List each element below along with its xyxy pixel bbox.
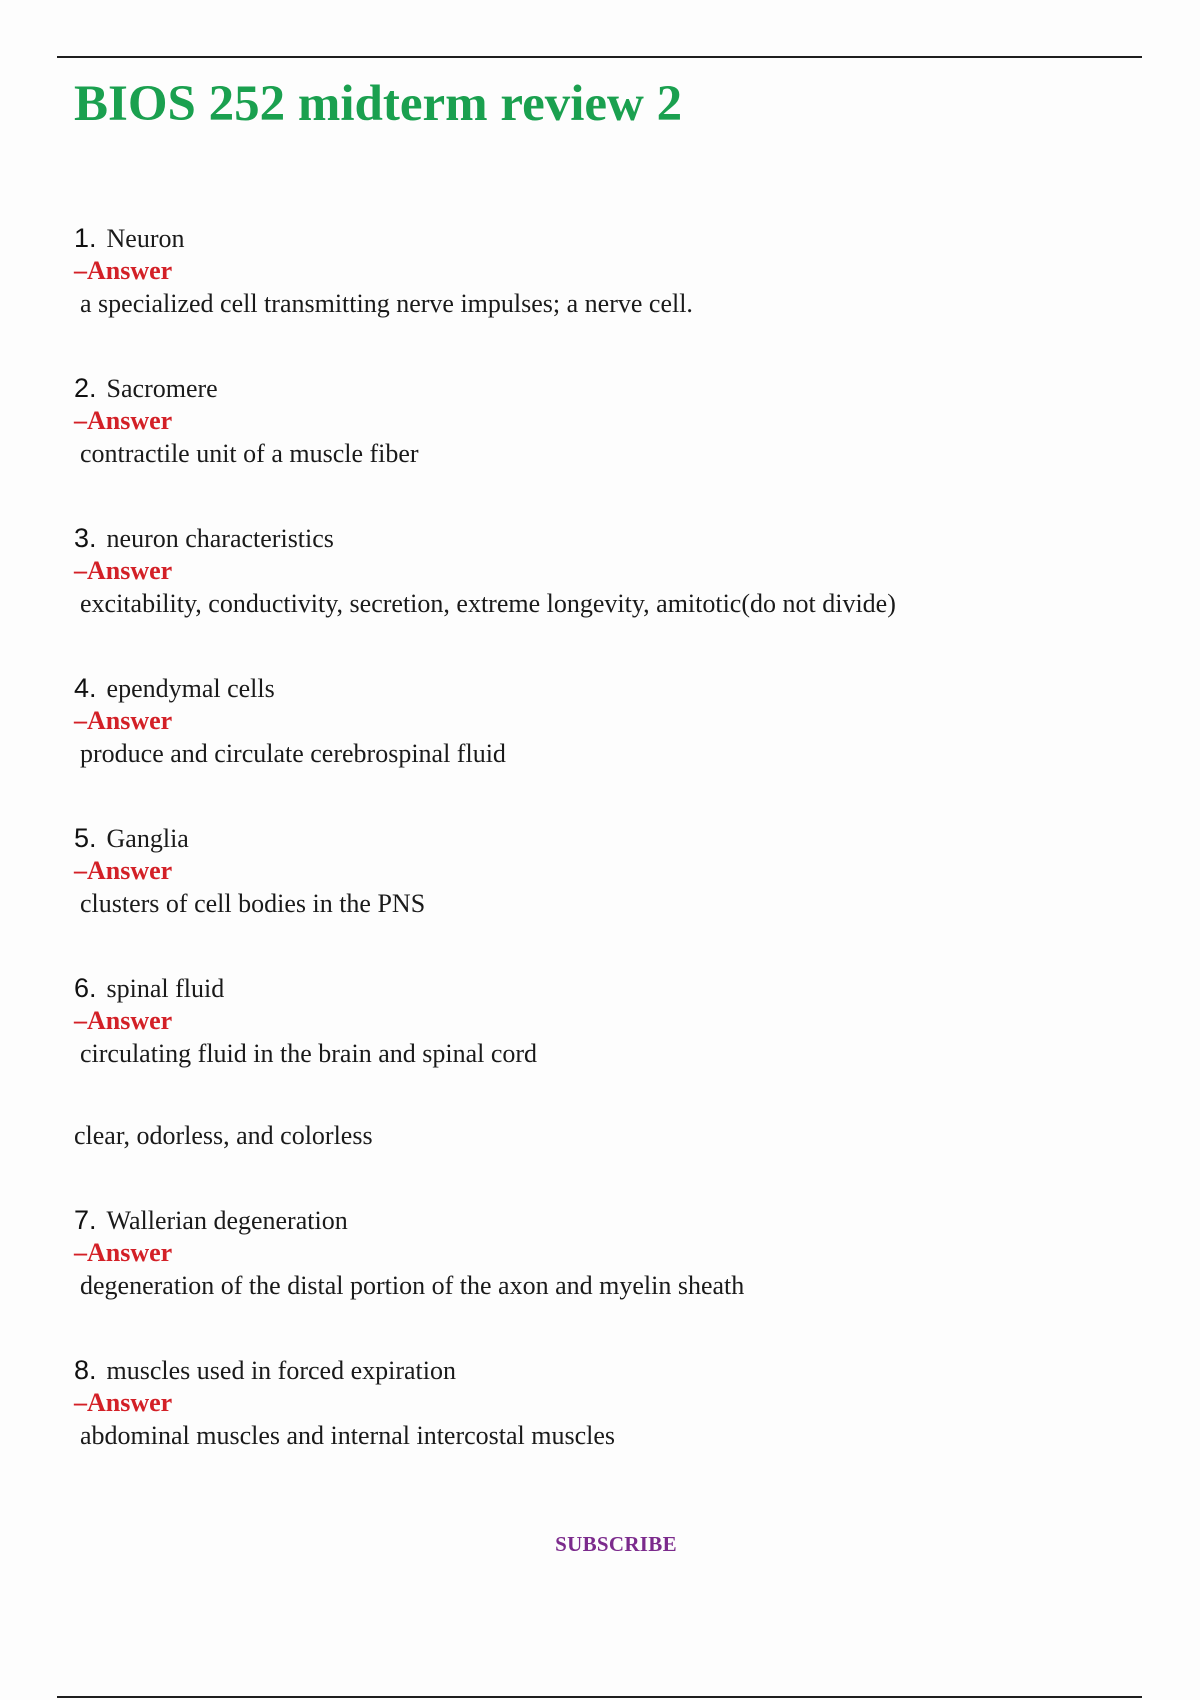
answer-label: –Answer	[74, 256, 173, 285]
question-number: 8.	[74, 1355, 97, 1385]
answer-text: circulating fluid in the brain and spinal cord	[80, 1039, 538, 1068]
top-rule	[57, 56, 1142, 58]
answer-label: –Answer	[74, 1006, 173, 1035]
answer-text: contractile unit of a muscle fiber	[80, 439, 419, 468]
subscribe-link[interactable]: SUBSCRIBE	[555, 1532, 677, 1556]
answer-text: abdominal muscles and internal intercostal muscles	[80, 1421, 616, 1450]
answer-label: –Answer	[74, 1388, 173, 1417]
question-text: Neuron	[106, 224, 185, 253]
qa-item-6	[74, 972, 1134, 1153]
question-number: 5.	[74, 823, 97, 853]
answer-label: –Answer	[74, 706, 173, 735]
answer-extra-text: clear, odorless, and colorless	[74, 1121, 373, 1150]
answer-label: –Answer	[74, 1238, 173, 1267]
question-text: Sacromere	[106, 374, 218, 403]
question-text: Wallerian degeneration	[106, 1206, 348, 1235]
question-text: neuron characteristics	[106, 524, 334, 553]
question-row	[74, 672, 1134, 705]
bottom-rule	[57, 1696, 1142, 1698]
answer-text: degeneration of the distal portion of the axon and myelin sheath	[80, 1271, 745, 1300]
question-text: ependymal cells	[106, 674, 275, 703]
question-row	[74, 1204, 1134, 1237]
question-row	[74, 1354, 1134, 1387]
answer-text: produce and circulate cerebrospinal fluid	[80, 739, 506, 768]
answer-text: clusters of cell bodies in the PNS	[80, 889, 426, 918]
question-text: muscles used in forced expiration	[106, 1356, 456, 1385]
answer-label: –Answer	[74, 556, 173, 585]
answer-text: excitability, conductivity, secretion, extreme longevity, amitotic(do not divide)	[80, 589, 896, 618]
qa-item-8	[74, 1354, 1134, 1453]
qa-item-7	[74, 1204, 1134, 1303]
document-title: BIOS 252 midterm review 2	[74, 76, 683, 132]
question-number: 6.	[74, 973, 97, 1003]
qa-item-4	[74, 672, 1134, 771]
question-row	[74, 372, 1134, 405]
qa-item-3	[74, 522, 1134, 621]
qa-list	[74, 222, 1134, 1453]
question-number: 7.	[74, 1205, 97, 1235]
question-text: spinal fluid	[106, 974, 225, 1003]
answer-label: –Answer	[74, 856, 173, 885]
answer-label: –Answer	[74, 406, 173, 435]
question-row	[74, 972, 1134, 1005]
question-row	[74, 522, 1134, 555]
question-text: Ganglia	[106, 824, 189, 853]
question-number: 3.	[74, 523, 97, 553]
question-row	[74, 222, 1134, 255]
question-number: 1.	[74, 223, 97, 253]
qa-item-2	[74, 372, 1134, 471]
qa-item-5	[74, 822, 1134, 921]
answer-text: a specialized cell transmitting nerve impulses; a nerve cell.	[80, 289, 693, 318]
question-number: 2.	[74, 373, 97, 403]
question-row	[74, 822, 1134, 855]
question-number: 4.	[74, 673, 97, 703]
qa-item-1	[74, 222, 1134, 321]
